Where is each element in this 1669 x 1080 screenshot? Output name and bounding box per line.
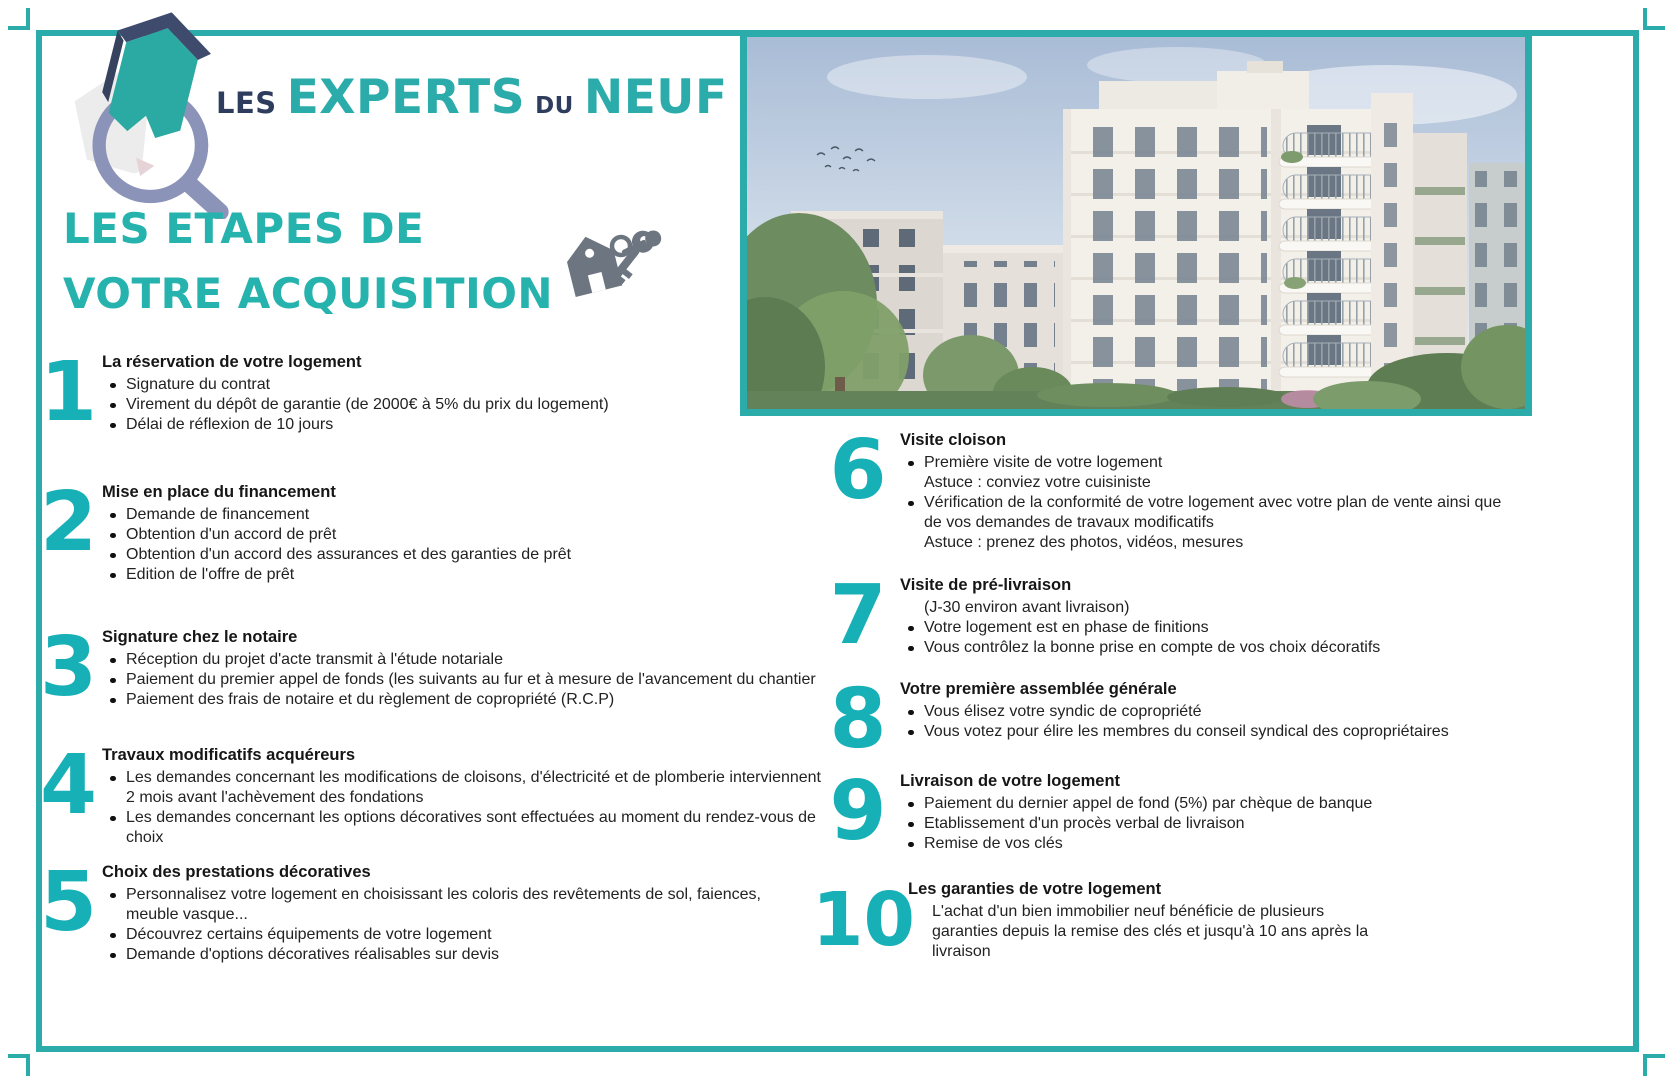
step-title: Choix des prestations décoratives (102, 863, 371, 881)
step-item: Personnalisez votre logement en choisissant les coloris des revêtements de sol, faiences, meuble vasque... (102, 885, 762, 925)
step-item: Les demandes concernant les modifications de cloisons, d'électricité et de plomberie interviennent 2 mois avant l'achèvement des fondations (102, 768, 822, 808)
step-number: 2 (40, 475, 98, 570)
step-1 (40, 345, 802, 440)
title-line-1: LES ETAPES DE (63, 204, 425, 253)
step-8 (826, 672, 1518, 767)
step-items (900, 794, 1518, 854)
step-items (900, 598, 1518, 658)
step-items (900, 453, 1518, 553)
step-items (900, 702, 1518, 742)
step-title: Votre première assemblée générale (900, 680, 1177, 698)
step-item: Demande de financement (102, 505, 802, 525)
corner-mark-top-right (1643, 8, 1665, 30)
step-item: Astuce : prenez des photos, vidéos, mesures (924, 534, 1244, 551)
step-number: 5 (40, 855, 98, 950)
step-7 (826, 568, 1518, 663)
step-item: Signature du contrat (102, 375, 802, 395)
step-item: garanties depuis la remise des clés et jusqu'à 10 ans après la livraison (932, 923, 1369, 960)
step-item: (J-30 environ avant livraison) (924, 599, 1130, 616)
page-title (63, 196, 553, 326)
title-line-2: VOTRE ACQUISITION (63, 269, 554, 318)
step-title: Travaux modificatifs acquéreurs (102, 746, 356, 764)
step-number: 7 (829, 568, 887, 663)
step-item: Vérification de la conformité de votre logement avec votre plan de vente ainsi que de vos demandes de travaux modificatifs (900, 493, 1518, 533)
step-items (102, 375, 802, 435)
step-10 (812, 879, 1408, 962)
step-item: Paiement du premier appel de fonds (les suivants au fur et à mesure de l'avancement du chantier (102, 670, 837, 690)
step-number: 1 (40, 345, 98, 440)
step-2 (40, 475, 802, 585)
step-items (908, 902, 1408, 962)
corner-mark-top-left (8, 8, 30, 30)
step-title: Livraison de votre logement (900, 772, 1121, 790)
step-title: Signature chez le notaire (102, 628, 298, 646)
step-number: 10 (812, 877, 915, 963)
brand-word-experts: EXPERTS (286, 70, 526, 125)
step-item: Vous votez pour élire les membres du conseil syndical des copropriétaires (900, 722, 1518, 742)
step-title: Les garanties de votre logement (908, 880, 1162, 898)
corner-mark-bottom-right (1643, 1054, 1665, 1076)
step-number: 8 (829, 672, 887, 767)
step-item: Paiement du dernier appel de fond (5%) par chèque de banque (900, 794, 1518, 814)
step-5 (40, 855, 762, 965)
step-item: Vous contrôlez la bonne prise en compte de vos choix décoratifs (900, 638, 1518, 658)
step-6 (826, 423, 1518, 553)
step-item: Réception du projet d'acte transmit à l'étude notariale (102, 650, 837, 670)
brand-word-du: DU (535, 93, 574, 119)
step-items (102, 505, 802, 585)
step-9 (826, 764, 1518, 859)
step-item: Obtention d'un accord de prêt (102, 525, 802, 545)
brand-word-neuf: NEUF (583, 70, 728, 125)
step-items (102, 885, 762, 965)
step-item: Délai de réflexion de 10 jours (102, 415, 802, 435)
brand-word-les: LES (216, 86, 277, 120)
building-photo (740, 30, 1532, 416)
step-items (102, 650, 837, 710)
step-number: 3 (40, 620, 98, 715)
step-item: Découvrez certains équipements de votre logement (102, 925, 762, 945)
step-title: La réservation de votre logement (102, 353, 362, 371)
step-item: Remise de vos clés (900, 834, 1518, 854)
step-title: Mise en place du financement (102, 483, 336, 501)
step-number: 6 (829, 423, 887, 518)
step-item: Astuce : conviez votre cuisiniste (924, 474, 1151, 491)
step-item: Paiement des frais de notaire et du règlement de copropriété (R.C.P) (102, 690, 837, 710)
step-title: Visite de pré-livraison (900, 576, 1072, 594)
step-item: Vous élisez votre syndic de copropriété (900, 702, 1518, 722)
step-number: 4 (40, 738, 98, 833)
step-4 (40, 738, 822, 848)
step-items (102, 768, 822, 848)
step-number: 9 (829, 764, 887, 859)
step-item: Les demandes concernant les options décoratives sont effectuées au moment du rendez-vous de choix (102, 808, 822, 848)
step-item: Edition de l'offre de prêt (102, 565, 802, 585)
house-keys-icon (558, 218, 678, 308)
step-3 (40, 620, 837, 715)
corner-mark-bottom-left (8, 1054, 30, 1076)
brand-logotype (216, 70, 728, 125)
step-item: Obtention d'un accord des assurances et des garanties de prêt (102, 545, 802, 565)
step-item: Première visite de votre logement (900, 453, 1518, 473)
step-item: Votre logement est en phase de finitions (900, 618, 1518, 638)
step-item: L'achat d'un bien immobilier neuf bénéficie de plusieurs (932, 903, 1325, 920)
step-item: Virement du dépôt de garantie (de 2000€ à 5% du prix du logement) (102, 395, 802, 415)
step-item: Etablissement d'un procès verbal de livraison (900, 814, 1518, 834)
step-title: Visite cloison (900, 431, 1007, 449)
step-item: Demande d'options décoratives réalisables sur devis (102, 945, 762, 965)
